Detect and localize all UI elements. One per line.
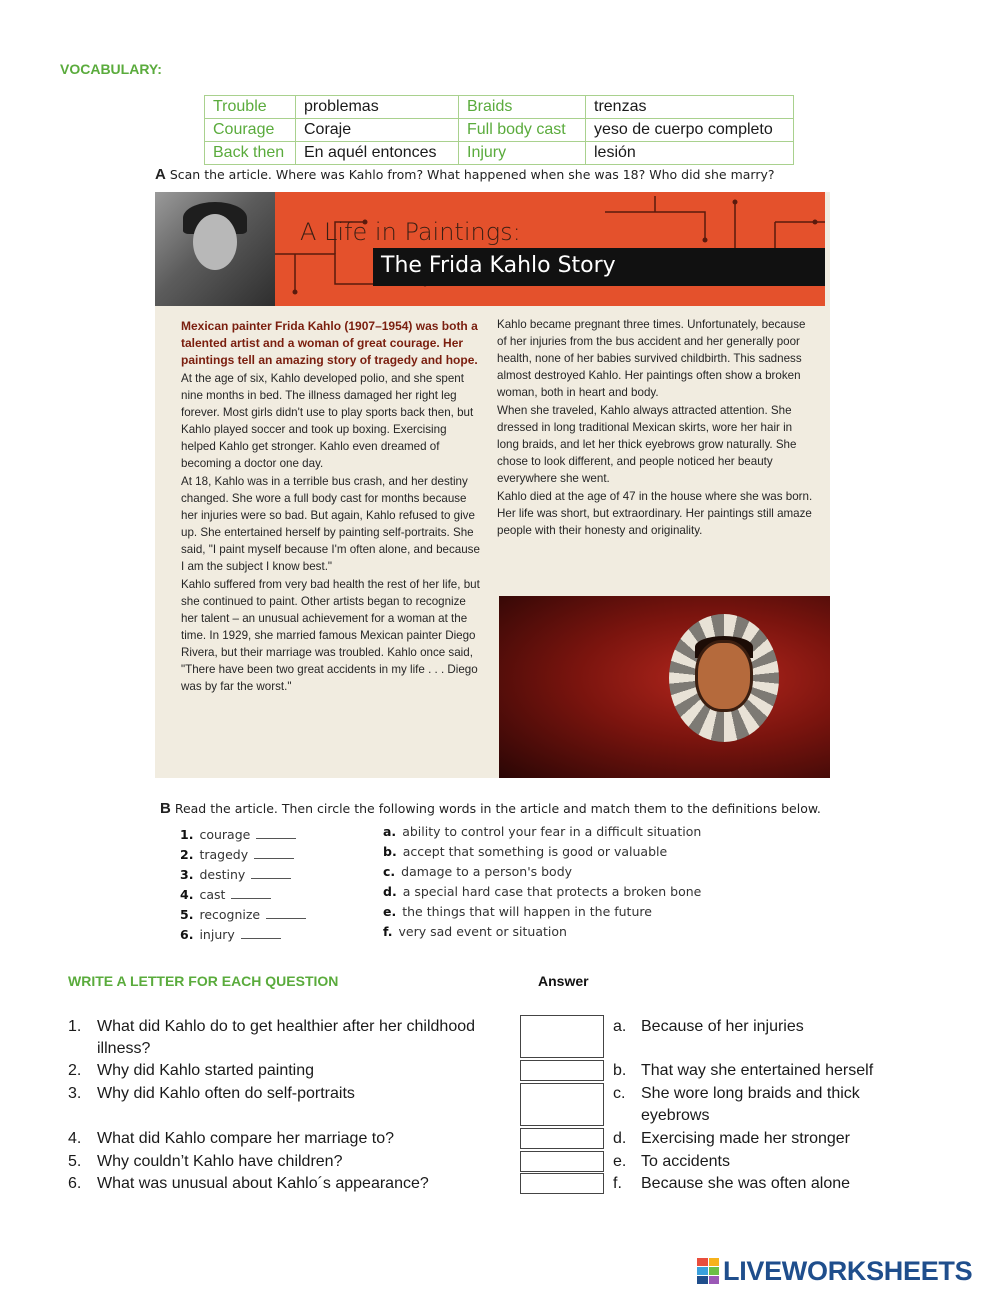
question-item: 4. What did Kahlo compare her marriage to? bbox=[68, 1130, 395, 1147]
article bbox=[155, 192, 830, 778]
match-word: 3. destiny bbox=[180, 867, 291, 882]
article-paragraph: Kahlo died at the age of 47 in the house where she was born. Her life was short, but extraordinary. Her paintings still amaze people with their honesty and originality. bbox=[497, 490, 813, 537]
vocab-translation: yeso de cuerpo completo bbox=[586, 119, 794, 142]
match-definition: c. damage to a person's body bbox=[383, 864, 573, 879]
frida-photo bbox=[155, 192, 275, 306]
answer-heading: Answer bbox=[538, 973, 589, 989]
vocab-term: Courage bbox=[205, 119, 296, 142]
liveworksheets-logo-text: LIVEWORKSHEETS bbox=[723, 1255, 973, 1286]
vocab-translation: problemas bbox=[296, 96, 459, 119]
section-b-label: B bbox=[160, 800, 171, 817]
match-word: 1. courage bbox=[180, 827, 296, 842]
match-word: 6. injury bbox=[180, 927, 281, 942]
section-b-instruction bbox=[160, 800, 821, 817]
match-definition: a. ability to control your fear in a difficult situation bbox=[383, 824, 702, 839]
self-portrait-painting bbox=[499, 596, 830, 778]
question-item: 3. Why did Kahlo often do self-portraits bbox=[68, 1085, 355, 1102]
article-lead: Mexican painter Frida Kahlo (1907–1954) was both a talented artist and a woman of great courage. Her paintings tell an amazing story of tragedy and hope. bbox=[181, 319, 478, 367]
answer-box-5[interactable] bbox=[520, 1151, 604, 1172]
answer-option: a. Because of her injuries bbox=[613, 1018, 804, 1035]
vocab-translation: lesión bbox=[586, 142, 794, 165]
answer-option: d. Exercising made her stronger bbox=[613, 1130, 850, 1147]
liveworksheets-logo[interactable] bbox=[697, 1255, 972, 1287]
vocabulary-row bbox=[205, 96, 794, 119]
article-right-column bbox=[497, 316, 815, 540]
vocab-term: Trouble bbox=[205, 96, 296, 119]
article-paragraph: Kahlo suffered from very bad health the rest of her life, but she continued to paint. Other artists began to recognize her talent – an unusual achievement for a woman at the time. In 1929, she married famous Mexican painter Diego Rivera, but their marriage was troubled. Kahlo once said, "There have been two great accidents in my life . . . Diego was by far the worst." bbox=[181, 578, 480, 693]
match-word: 2. tragedy bbox=[180, 847, 294, 862]
match-word: 5. recognize bbox=[180, 907, 306, 922]
article-paragraph: At 18, Kahlo was in a terrible bus crash, and her destiny changed. She wore a full body cast for months because her injuries were so bad. But again, Kahlo refused to give up. She entertained herself by painting self-portraits. She said, "I paint myself because I'm often alone, and because I am the subject I know best." bbox=[181, 475, 480, 573]
match-word: 4. cast bbox=[180, 887, 271, 902]
answer-box-3[interactable] bbox=[520, 1083, 604, 1126]
question-item: 6. What was unusual about Kahlo´s appearance? bbox=[68, 1175, 429, 1192]
vocab-translation: Coraje bbox=[296, 119, 459, 142]
article-paragraph: When she traveled, Kahlo always attracted attention. She dressed in long traditional Mexican skirts, wore her hair in long braids, and let her thick eyebrows grow naturally. She chose to look different, and people noticed her beauty everywhere she went. bbox=[497, 404, 797, 485]
article-title-line-1: A Life in Paintings: bbox=[300, 218, 521, 246]
answer-box-4[interactable] bbox=[520, 1128, 604, 1149]
answer-box-2[interactable] bbox=[520, 1060, 604, 1081]
match-definition: d. a special hard case that protects a broken bone bbox=[383, 884, 702, 899]
answer-option: c. She wore long braids and thick eyebrows bbox=[613, 1085, 860, 1124]
answer-box-6[interactable] bbox=[520, 1173, 604, 1194]
section-a-label: A bbox=[155, 166, 166, 183]
article-paragraph: At the age of six, Kahlo developed polio, and she spent nine months in bed. The illness damaged her right leg forever. Most girls didn't use to play sports back then, but Kahlo played soccer and took up boxing. Exercising helped Kahlo get stronger. Kahlo even dreamed of becoming a doctor one day. bbox=[181, 372, 474, 470]
answer-option: f. Because she was often alone bbox=[613, 1175, 851, 1192]
vocab-term: Full body cast bbox=[459, 119, 586, 142]
vocabulary-row bbox=[205, 119, 794, 142]
article-title-line-2: The Frida Kahlo Story bbox=[381, 253, 616, 278]
vocabulary-heading: VOCABULARY: bbox=[60, 61, 162, 77]
section-a-instruction bbox=[155, 166, 775, 183]
section-b-text: Read the article. Then circle the following words in the article and match them to the definitions below. bbox=[174, 801, 821, 816]
answer-option: e. To accidents bbox=[613, 1153, 730, 1170]
liveworksheets-logo-icon bbox=[697, 1258, 719, 1284]
article-paragraph: Kahlo became pregnant three times. Unfortunately, because of her injuries from the bus accident and her generally poor health, none of her babies survived childbirth. This sadness almost destroyed Kahlo. Her paintings often show a broken woman, both in heart and body. bbox=[497, 318, 806, 399]
vocab-term: Injury bbox=[459, 142, 586, 165]
answer-box-1[interactable] bbox=[520, 1015, 604, 1058]
match-definition: f. very sad event or situation bbox=[383, 924, 567, 939]
question-item: 5. Why couldn’t Kahlo have children? bbox=[68, 1153, 343, 1170]
article-banner bbox=[155, 192, 825, 306]
question-item: 2. Why did Kahlo started painting bbox=[68, 1062, 315, 1079]
answer-option: b. That way she entertained herself bbox=[613, 1062, 874, 1079]
match-definition: e. the things that will happen in the future bbox=[383, 904, 652, 919]
question-item: 1. What did Kahlo do to get healthier after her childhood illness? bbox=[68, 1018, 476, 1057]
vocab-term: Braids bbox=[459, 96, 586, 119]
section-a-text: Scan the article. Where was Kahlo from? What happened when she was 18? Who did she marry? bbox=[169, 167, 775, 182]
vocab-translation: trenzas bbox=[586, 96, 794, 119]
vocab-term: Back then bbox=[205, 142, 296, 165]
vocab-translation: En aquél entonces bbox=[296, 142, 459, 165]
questions-heading: WRITE A LETTER FOR EACH QUESTION bbox=[68, 973, 339, 989]
vocabulary-table bbox=[204, 95, 794, 165]
match-definition: b. accept that something is good or valuable bbox=[383, 844, 668, 859]
vocabulary-row bbox=[205, 142, 794, 165]
article-left-column bbox=[181, 318, 481, 696]
